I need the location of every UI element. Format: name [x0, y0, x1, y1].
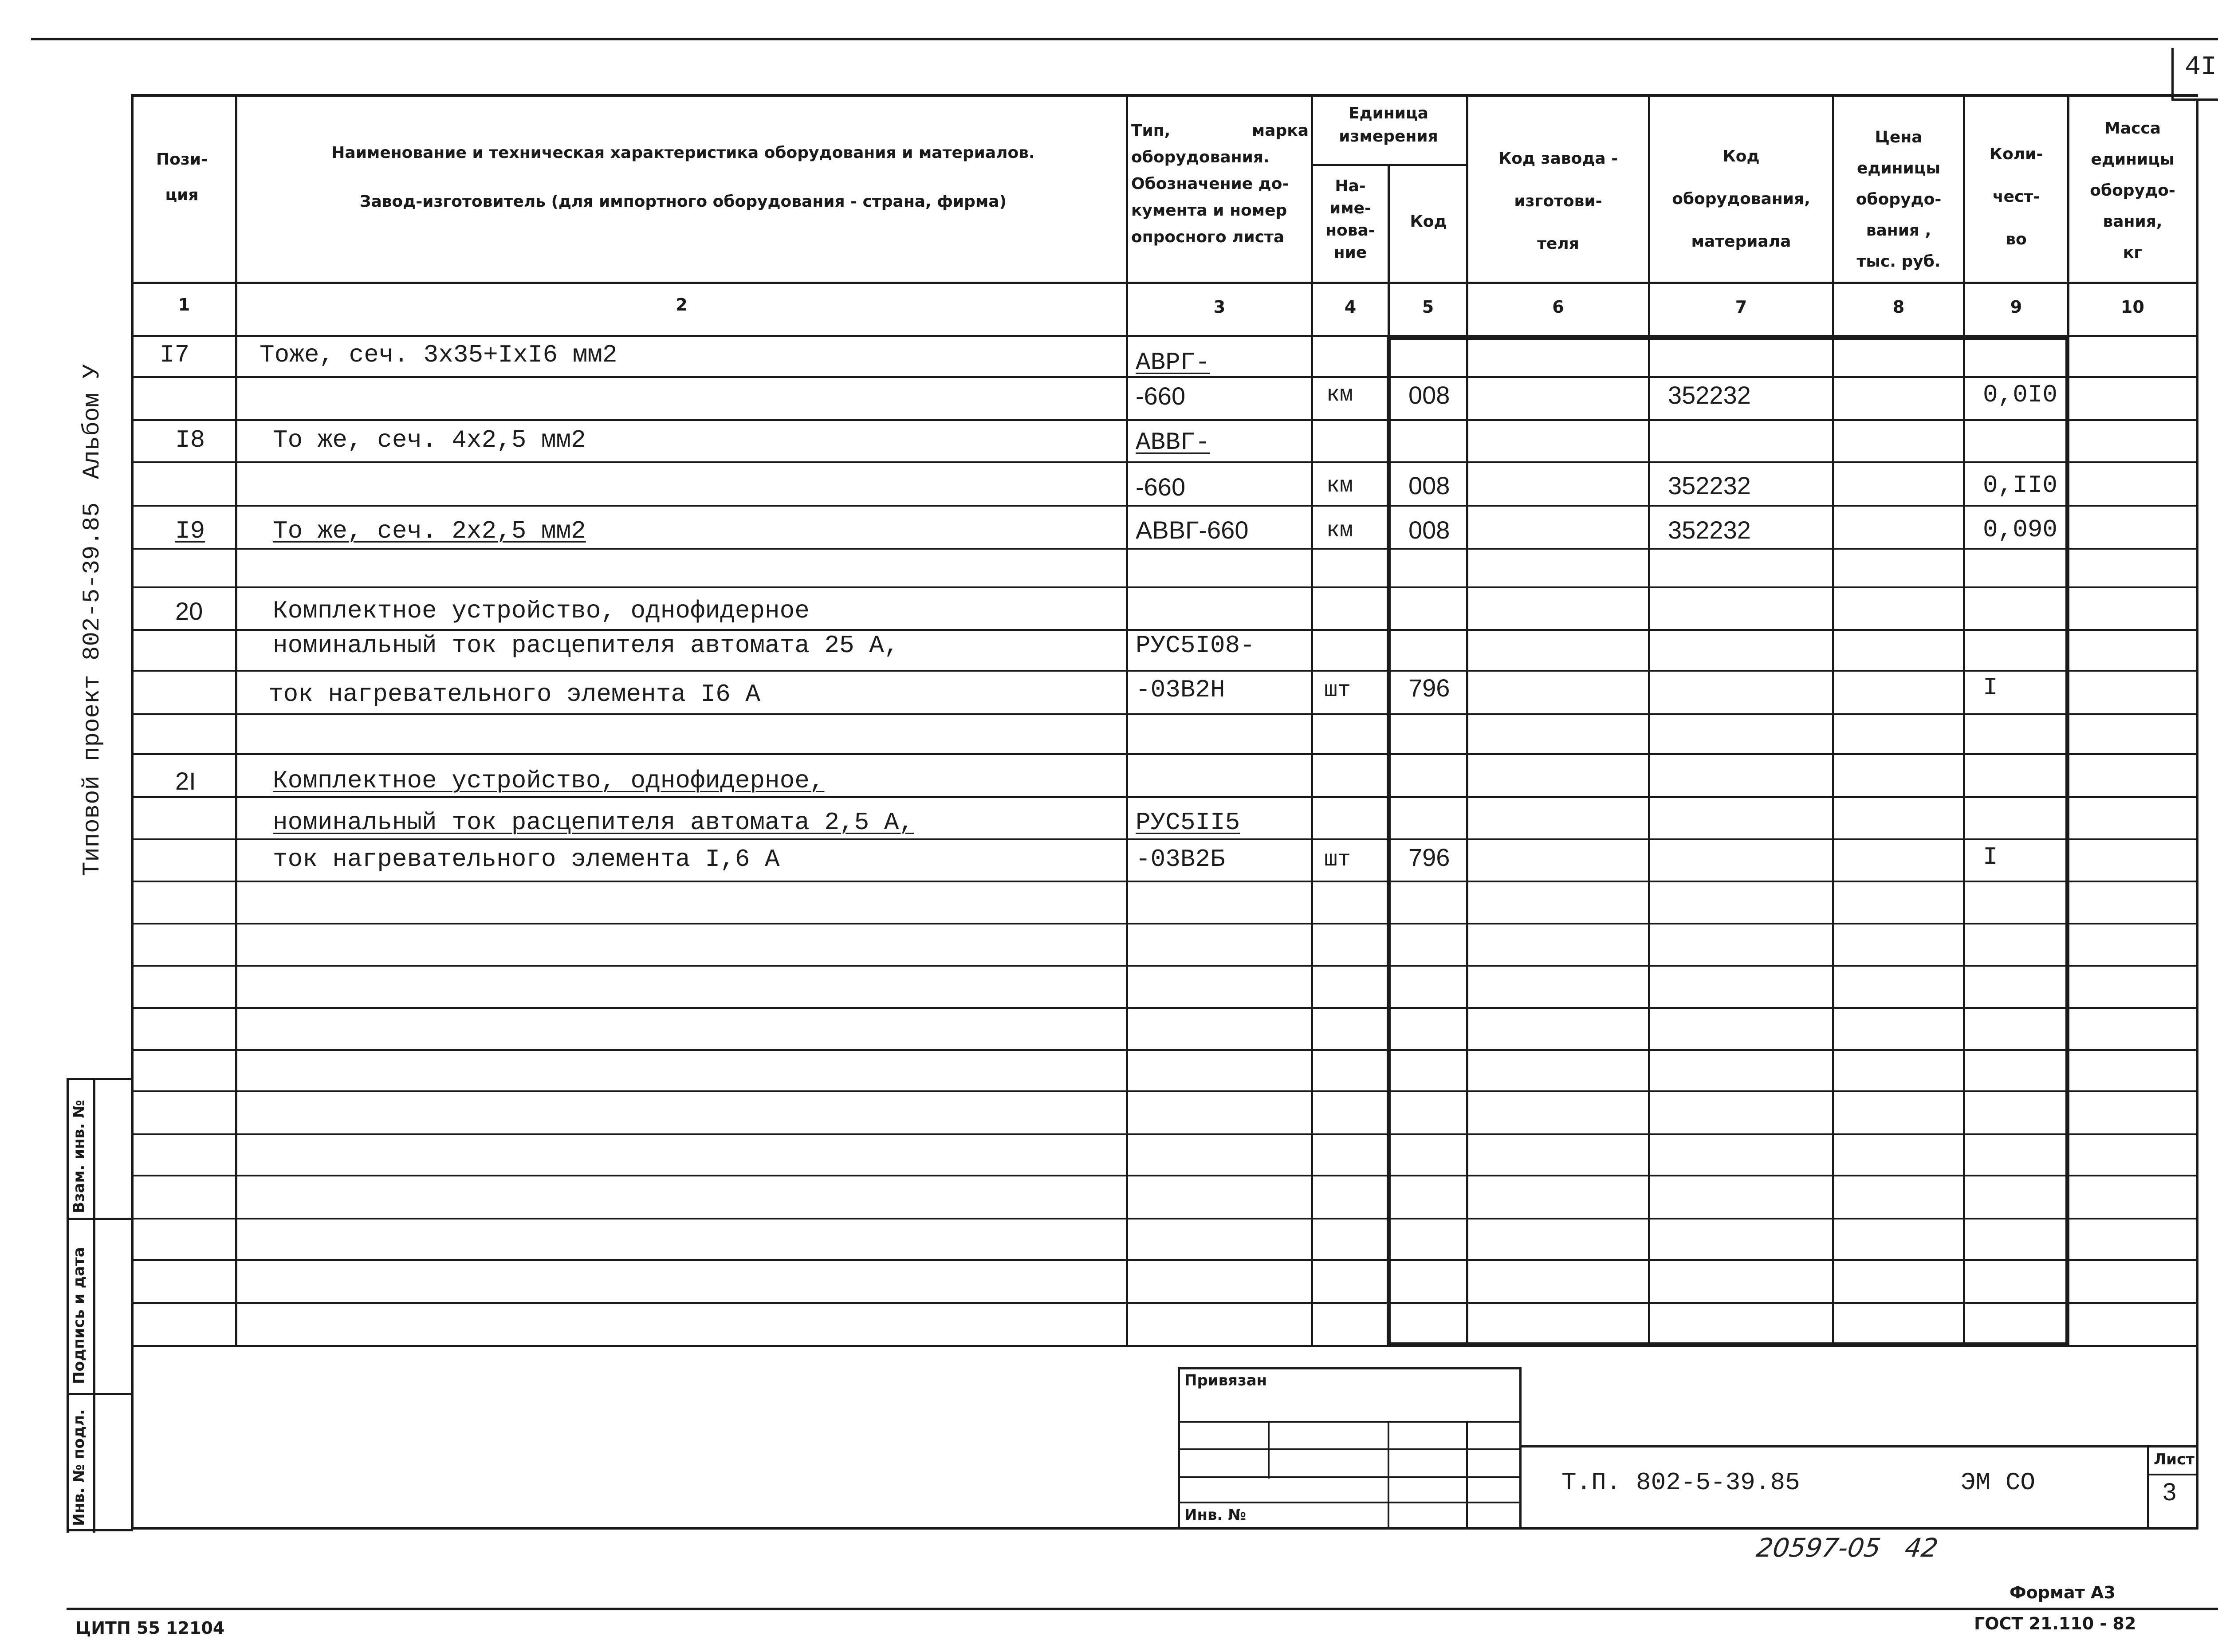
doc-mark: ЭМ СО	[1961, 1468, 2036, 1497]
table-row-qty: 0,0I0	[1983, 381, 2058, 409]
table-row-unit: км	[1326, 473, 1353, 499]
stamp-original-inv: Инв. № подл.	[70, 1409, 88, 1526]
table-row-type: -03В2Н	[1136, 676, 1225, 704]
table-row-equip-code: 352232	[1668, 381, 1751, 409]
stamp-signature-date: Подпись и дата	[70, 1247, 88, 1384]
table-row-code: 796	[1408, 674, 1450, 702]
printer-label: ЦИТП 55 12104	[75, 1618, 225, 1638]
sheet-label: Лист	[2154, 1451, 2194, 1468]
col-number-4: 4	[1344, 297, 1357, 317]
gost-label: ГОСТ 21.110 - 82	[1974, 1614, 2136, 1633]
table-row-qty: I	[1983, 843, 1998, 871]
format-label: Формат А3	[2010, 1583, 2116, 1602]
table-row-pos: 2I	[175, 767, 196, 795]
doc-code: Т.П. 802-5-39.85	[1561, 1468, 1800, 1497]
table-row-name: Комплектное устройство, однофидерное,	[273, 767, 825, 795]
col-number-2: 2	[676, 295, 688, 315]
table-row-code: 008	[1408, 516, 1450, 544]
handwritten-number: 20597-05 42	[1754, 1533, 1940, 1563]
sheet-value: 3	[2163, 1478, 2177, 1506]
table-row-type: -660	[1136, 473, 1186, 501]
table-row-name: То же, сеч. 2х2,5 мм2	[273, 517, 586, 545]
col-number-6: 6	[1552, 297, 1564, 317]
header-price: Цена единицы оборудо- вания , тыс. руб.	[1856, 128, 1942, 271]
col-number-7: 7	[1735, 297, 1747, 317]
header-equip-code: Код оборудования, материала	[1672, 147, 1810, 251]
table-row-name: Комплектное устройство, однофидерное	[273, 597, 810, 625]
table-row-pos: I7	[160, 341, 190, 369]
stamp-attached-label: Привязан	[1184, 1372, 1267, 1389]
table-row-name: То же, сеч. 4х2,5 мм2	[273, 426, 586, 454]
header-unit-code: Код	[1410, 212, 1447, 231]
table-row-name: номинальный ток расцепителя автомата 2,5 А,	[273, 808, 914, 837]
bottom-border	[67, 1608, 2218, 1610]
table-row-type: РУС5I08-	[1136, 631, 1255, 660]
table-row-pos: I9	[175, 517, 205, 545]
table-row-name: Тоже, сеч. 3х35+IхI6 мм2	[260, 341, 617, 369]
col-number-3: 3	[1213, 297, 1226, 317]
stamp-inv-label: Инв. №	[1184, 1506, 1247, 1524]
table-row-equip-code: 352232	[1668, 516, 1751, 544]
header-name-line1: Наименование и техническая характеристика оборудования и материалов.	[331, 144, 1035, 162]
table-bottom	[131, 1527, 2198, 1530]
col-number-9: 9	[2010, 297, 2022, 317]
header-unit-group: Единица измерения	[1339, 104, 1438, 146]
side-album-label: Альбом У	[79, 364, 106, 479]
col-number-10: 10	[2121, 297, 2144, 317]
table-row-name: ток нагревательного элемента I6 А	[268, 680, 760, 708]
side-project-label: Типовой проект 802-5-39.85	[79, 502, 106, 876]
table-row-unit: шт	[1324, 847, 1351, 873]
table-top	[131, 94, 2198, 97]
table-row-name: ток нагревательного элемента I,6 А	[273, 845, 780, 873]
table-row-type: АВВГ-660	[1136, 516, 1249, 544]
table-row-equip-code: 352232	[1668, 472, 1751, 500]
table-row-pos: 20	[175, 597, 203, 625]
table-row-type: -03В2Б	[1136, 845, 1225, 873]
table-row-type: АВВГ-	[1136, 428, 1211, 456]
table-row-type: РУС5II5	[1136, 808, 1240, 837]
header-quantity: Коли- чест- во	[1989, 145, 2043, 248]
table-row-qty: 0,II0	[1983, 471, 2058, 500]
top-border	[31, 38, 2218, 40]
header-name-line2: Завод-изготовитель (для импортного оборудования - страна, фирма)	[359, 193, 1007, 211]
header-factory-code: Код завода - изготови- теля	[1498, 149, 1618, 253]
table-row-unit: шт	[1324, 678, 1351, 703]
table-row-pos: I8	[175, 426, 205, 454]
col-number-8: 8	[1892, 297, 1905, 317]
table-row-unit: км	[1326, 382, 1353, 408]
table-right	[2196, 98, 2198, 1529]
table-row-code: 008	[1408, 381, 1450, 409]
sheet-number-top: 4I	[2185, 52, 2217, 83]
table-row-qty: I	[1983, 673, 1998, 702]
col-number-1: 1	[178, 295, 190, 315]
table-row-qty: 0,090	[1983, 515, 2058, 544]
table-row-unit: км	[1326, 518, 1353, 543]
table-row-name: номинальный ток расцепителя автомата 25 А,	[273, 631, 899, 660]
table-row-type: АВРГ-	[1136, 348, 1211, 377]
stamp-replacement-inv: Взам. инв. №	[70, 1100, 88, 1213]
header-position: Пози- ция	[156, 150, 208, 204]
header-type: Тип, марка оборудования. Обозначение до- кумента и номер опросного листа	[1131, 122, 1309, 246]
table-row-code: 796	[1408, 843, 1450, 871]
header-unit-name: На- име- нова- ние	[1325, 177, 1375, 262]
table-row-type: -660	[1136, 382, 1186, 410]
col-number-5: 5	[1422, 297, 1434, 317]
table-row-code: 008	[1408, 472, 1450, 500]
header-mass: Масса единицы оборудо- вания, кг	[2090, 119, 2175, 262]
